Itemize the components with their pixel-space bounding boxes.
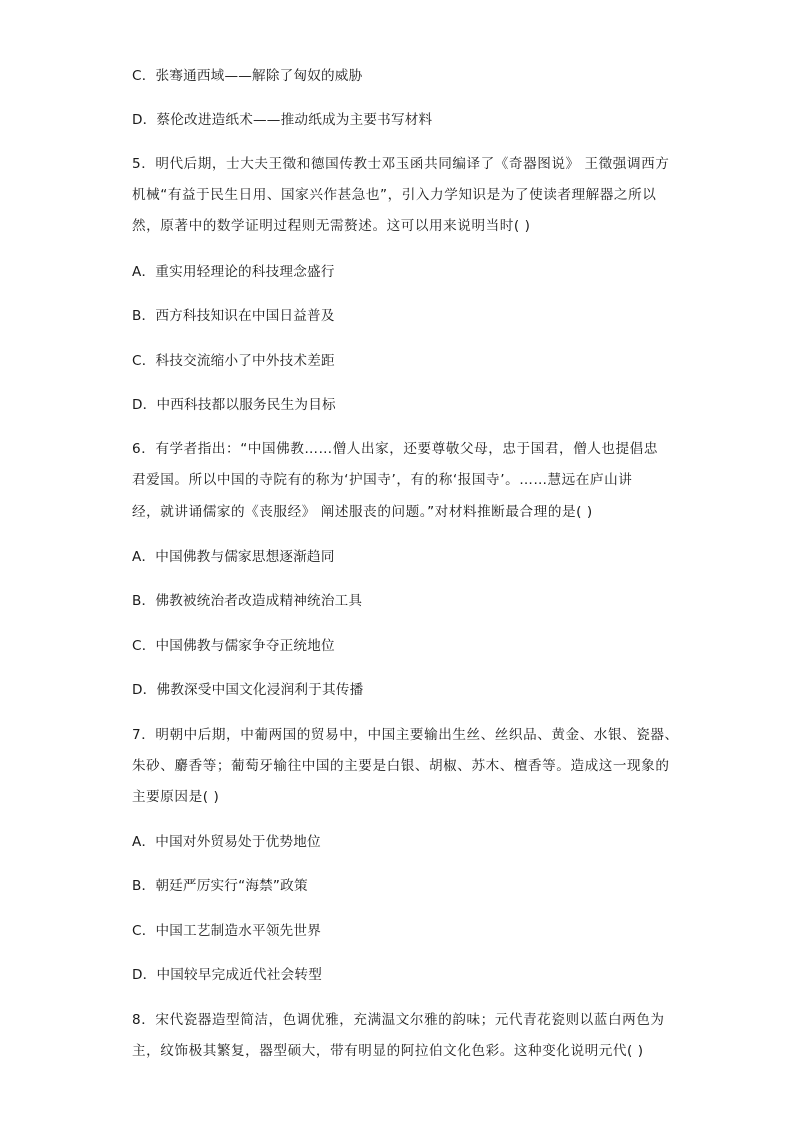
q6-option-c: C．中国佛教与儒家争夺正统地位: [132, 638, 335, 654]
q5-stem-line-3: 然，原著中的数学证明过程则无需赘述。这可以用来说明当时( ): [132, 218, 531, 234]
q5-option-c: C．科技交流缩小了中外技术差距: [132, 353, 335, 369]
q8-stem-line-2: 主，纹饰极其繁复，器型硕大，带有明显的阿拉伯文化色彩。这种变化说明元代( ): [132, 1043, 644, 1059]
q6-option-a: A．中国佛教与儒家思想逐渐趋同: [132, 549, 335, 565]
q7-stem-line-2: 朱砂、麝香等；葡萄牙输往中国的主要是白银、胡椒、苏木、檀香等。造成这一现象的: [132, 758, 670, 774]
q7-option-d: D．中国较早完成近代社会转型: [132, 967, 322, 983]
q7-option-b: B．朝廷严厉实行“海禁”政策: [132, 878, 308, 894]
q4-option-d: D．蔡伦改进造纸术——推动纸成为主要书写材料: [132, 112, 433, 128]
q6-option-b: B．佛教被统治者改造成精神统治工具: [132, 593, 363, 609]
q5-stem-line-2: 机械“有益于民生日用、国家兴作甚急也”，引入力学知识是为了使读者理解器之所以: [132, 187, 657, 203]
q7-stem-line-1: 7．明朝中后期，中葡两国的贸易中，中国主要输出生丝、丝织品、黄金、水银、瓷器、: [132, 727, 679, 743]
q5-option-b: B．西方科技知识在中国日益普及: [132, 308, 335, 324]
q5-stem-line-1: 5．明代后期，士大夫王徵和德国传教士邓玉函共同编译了《奇器图说》 王徵强调西方: [132, 156, 670, 172]
q7-option-c: C．中国工艺制造水平领先世界: [132, 923, 322, 939]
q6-stem-line-3: 经，就讲诵儒家的《丧服经》 阐述服丧的问题。”对材料推断最合理的是( ): [132, 504, 593, 520]
q7-option-a: A．中国对外贸易处于优势地位: [132, 834, 321, 850]
q4-option-c: C．张骞通西域——解除了匈奴的威胁: [132, 68, 363, 84]
q6-stem-line-1: 6．有学者指出：“中国佛教……僧人出家，还要尊敬父母，忠于国君，僧人也提倡忠: [132, 441, 658, 457]
q8-stem-line-1: 8．宋代瓷器造型简洁，色调优雅，充满温文尔雅的韵味；元代青花瓷则以蓝白两色为: [132, 1012, 665, 1028]
q5-option-d: D．中西科技都以服务民生为目标: [132, 397, 336, 413]
q5-option-a: A．重实用轻理论的科技理念盛行: [132, 264, 335, 280]
q6-stem-line-2: 君爱国。所以中国的寺院有的称为‘护国寺’，有的称‘报国寺’。……慧远在庐山讲: [132, 472, 633, 488]
q6-option-d: D．佛教深受中国文化浸润利于其传播: [132, 682, 364, 698]
q7-stem-line-3: 主要原因是( ): [132, 789, 220, 805]
